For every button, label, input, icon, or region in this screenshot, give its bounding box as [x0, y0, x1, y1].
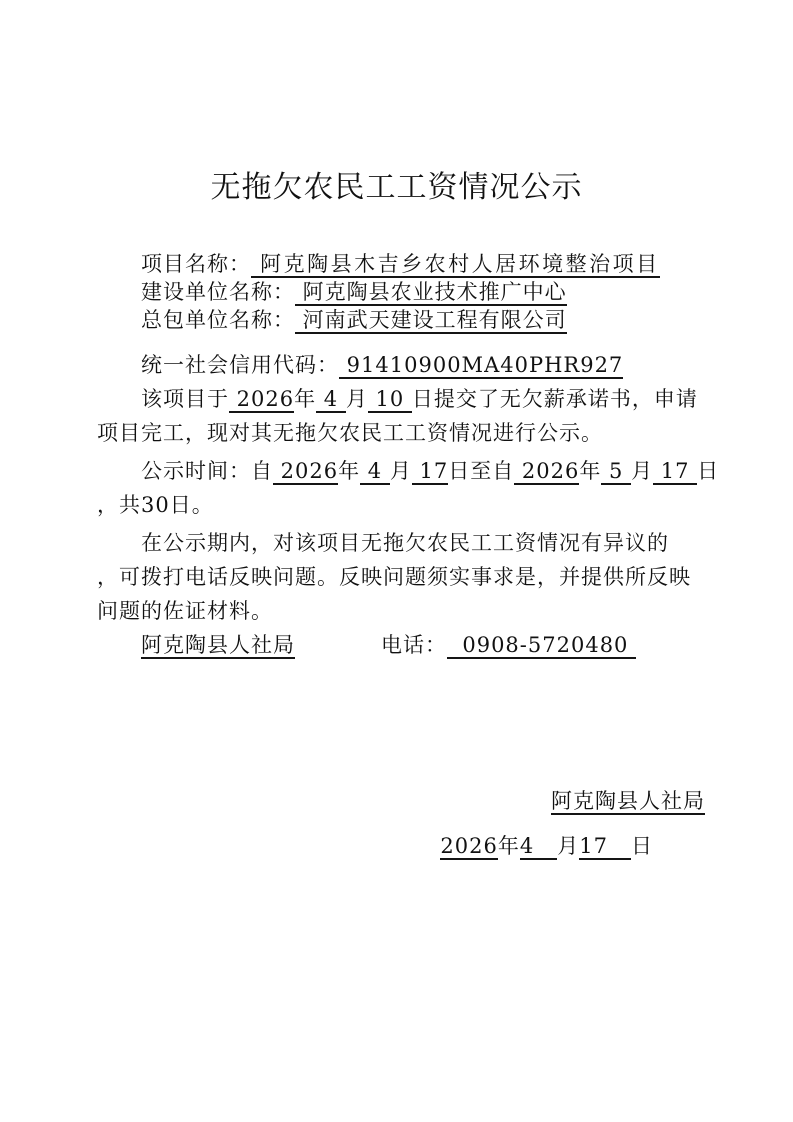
publicity-period-line-2: ，共30日。: [97, 493, 214, 517]
submission-line-1: [97, 382, 705, 416]
publicity-to-year-label: 年: [579, 459, 602, 483]
publicity-from-year-label: 年: [338, 459, 361, 483]
publicity-to-year: 2026: [514, 459, 580, 483]
signature-date-day-label: 日: [631, 834, 653, 858]
publicity-prefix: 公示时间：自: [141, 459, 273, 483]
signature-date-year-label: 年: [497, 834, 520, 858]
submission-year-label: 年: [294, 387, 317, 411]
publicity-end: 日: [697, 459, 720, 483]
signature-date-month: 4: [519, 834, 558, 858]
general-contractor-value: 河南武天建设工程有限公司: [295, 308, 567, 332]
publicity-to-month-label: 月: [631, 459, 654, 483]
objection-line-3: 问题的佐证材料。: [97, 599, 273, 623]
phone-label: 电话：: [381, 633, 447, 657]
submission-day-value: 10: [367, 387, 412, 411]
construction-unit-value: 阿克陶县农业技术推广中心: [295, 280, 567, 304]
signature-agency-name: 阿克陶县人社局: [551, 789, 705, 813]
signature-date-day: 17: [579, 834, 631, 858]
signature-date-month-label: 月: [557, 834, 580, 858]
publicity-from-year: 2026: [273, 459, 339, 483]
objection-line-1: 在公示期内，对该项目无拖欠农民工工资情况有异议的: [141, 531, 669, 555]
publicity-from-day: 17: [411, 459, 449, 483]
objection-line-2: ，可拨打电话反映问题。反映问题须实事求是，并提供所反映: [97, 565, 691, 589]
signature-date-year: 2026: [440, 834, 498, 858]
submission-year-value: 2026: [229, 387, 295, 411]
phone-number: 0908-5720480: [447, 633, 637, 657]
publicity-from-month: 4: [360, 459, 390, 483]
credit-code-line: [97, 348, 705, 382]
credit-code-label: 统一社会信用代码：: [141, 353, 339, 377]
project-name-value: 阿克陶县木吉乡农村人居环境整治项目: [251, 252, 660, 276]
construction-unit-label: 建设单位名称：: [141, 280, 295, 304]
credit-code-value: 91410900MA40PHR927: [339, 353, 624, 377]
contact-agency-name: 阿克陶县人社局: [141, 633, 295, 657]
submission-rest: 日提交了无欠薪承诺书，申请: [411, 387, 698, 411]
signature-date-line: [97, 829, 705, 863]
document-body: [97, 250, 720, 863]
project-name-line: [97, 250, 705, 278]
publicity-period-line-1: [97, 454, 720, 488]
publicity-mid: 日至自: [448, 459, 515, 483]
submission-month-label: 月: [345, 387, 368, 411]
submission-line-2: 项目完工，现对其无拖欠农民工工资情况进行公示。: [97, 421, 603, 445]
publicity-to-day: 17: [653, 459, 698, 483]
document-title: 无拖欠农民工工资情况公示: [210, 170, 583, 205]
project-name-label: 项目名称：: [141, 252, 251, 276]
general-contractor-label: 总包单位名称：: [141, 308, 295, 332]
construction-unit-line: [97, 278, 705, 306]
submission-month-value: 4: [316, 387, 346, 411]
signature-agency-line: [97, 784, 705, 818]
contact-line: [97, 628, 705, 662]
submission-prefix: 该项目于: [141, 387, 229, 411]
general-contractor-line: [97, 306, 705, 334]
publicity-to-month: 5: [601, 459, 632, 483]
publicity-from-month-label: 月: [389, 459, 412, 483]
